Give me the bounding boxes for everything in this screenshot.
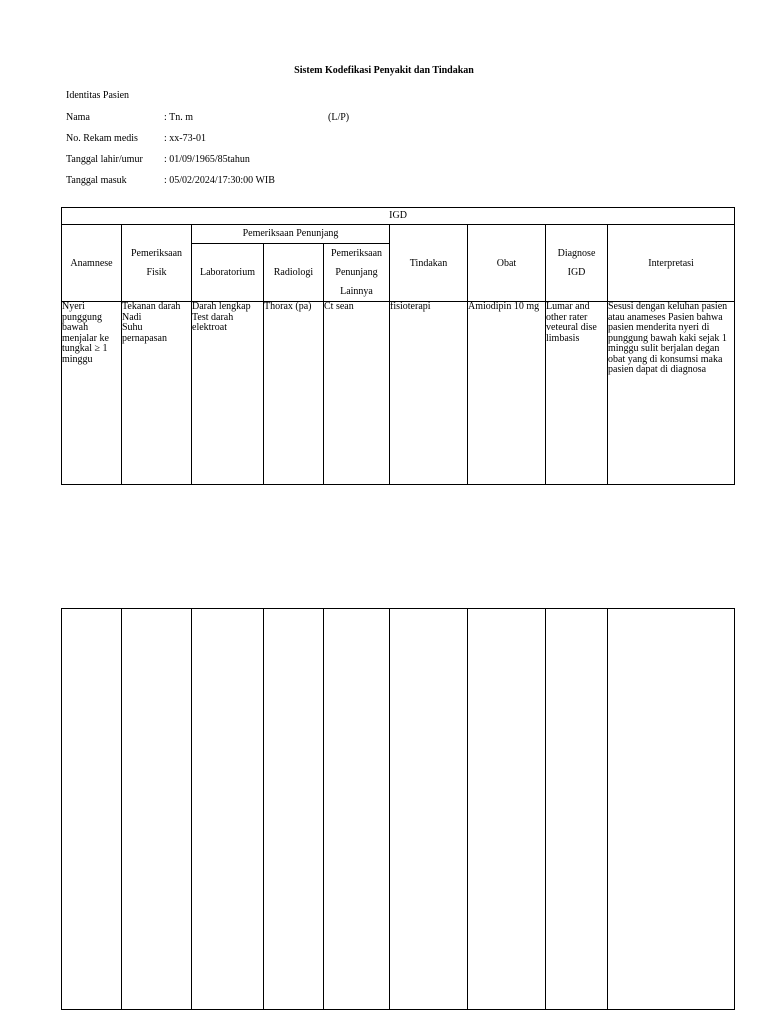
header-obat: Obat: [468, 225, 546, 302]
identity-row-record: [66, 133, 349, 154]
cell-obat: Amiodipin 10 mg: [468, 302, 546, 485]
patient-identity: [66, 90, 349, 196]
blank-cell: [608, 609, 735, 1010]
identity-value: : 05/02/2024/17:30:00 WIB: [164, 175, 275, 186]
blank-cell: [324, 609, 390, 1010]
header-pemeriksaan-penunjang: Pemeriksaan Penunjang: [192, 225, 390, 244]
blank-cell: [390, 609, 468, 1010]
cell-radiologi: Thorax (pa): [264, 302, 324, 485]
header-pemeriksaan-fisik: Pemeriksaan Fisik: [122, 225, 192, 302]
blank-row: [62, 609, 735, 1010]
cell-laboratorium: Darah lengkap Test darah elektroat: [192, 302, 264, 485]
blank-cell: [122, 609, 192, 1010]
header-tindakan: Tindakan: [390, 225, 468, 302]
blank-cell: [264, 609, 324, 1010]
identity-row-admission: [66, 175, 349, 196]
cell-tindakan: fisioterapi: [390, 302, 468, 485]
identity-value: : xx-73-01: [164, 133, 206, 144]
cell-anamnese: Nyeri punggung bawah menjalar ke tungkal ≥ 1 minggu: [62, 302, 122, 485]
blank-cell: [62, 609, 122, 1010]
header-radiologi: Radiologi: [264, 244, 324, 302]
cell-pemeriksaan-fisik: Tekanan darah Nadi Suhu pernapasan: [122, 302, 192, 485]
identity-heading: Identitas Pasien: [66, 90, 130, 101]
igd-table: [61, 207, 735, 485]
header-laboratorium: Laboratorium: [192, 244, 264, 302]
cell-penunjang-lainnya: Ct sean: [324, 302, 390, 485]
identity-label: Tanggal masuk: [66, 175, 127, 186]
identity-row-name: [66, 112, 349, 133]
table-row: [62, 302, 735, 485]
identity-label: Nama: [66, 112, 90, 123]
identity-label: No. Rekam medis: [66, 133, 138, 144]
document-title: Sistem Kodefikasi Penyakit dan Tindakan: [294, 65, 474, 76]
header-penunjang-lainnya: Pemeriksaan Penunjang Lainnya: [324, 244, 390, 302]
cell-interpretasi: Sesusi dengan keluhan pasien atau anameses Pasien bahwa pasien menderita nyeri di punggung bawah kaki sejak 1 minggu sulit berjalan degan obat yang di konsumsi maka pasien dapat di diagnosa: [608, 302, 735, 485]
blank-table: [61, 608, 735, 1010]
identity-label: Tanggal lahir/umur: [66, 154, 143, 165]
identity-value: : 01/09/1965/85tahun: [164, 154, 250, 165]
header-diagnose: Diagnose IGD: [546, 225, 608, 302]
cell-diagnose: Lumar and other rater veteural dise limbasis: [546, 302, 608, 485]
identity-value: : Tn. m: [164, 112, 193, 123]
identity-gender: (L/P): [328, 112, 350, 123]
blank-cell: [546, 609, 608, 1010]
blank-cell: [192, 609, 264, 1010]
header-anamnese: Anamnese: [62, 225, 122, 302]
section-header-igd: IGD: [62, 208, 735, 225]
blank-cell: [468, 609, 546, 1010]
identity-row-birth: [66, 154, 349, 175]
header-interpretasi: Interpretasi: [608, 225, 735, 302]
